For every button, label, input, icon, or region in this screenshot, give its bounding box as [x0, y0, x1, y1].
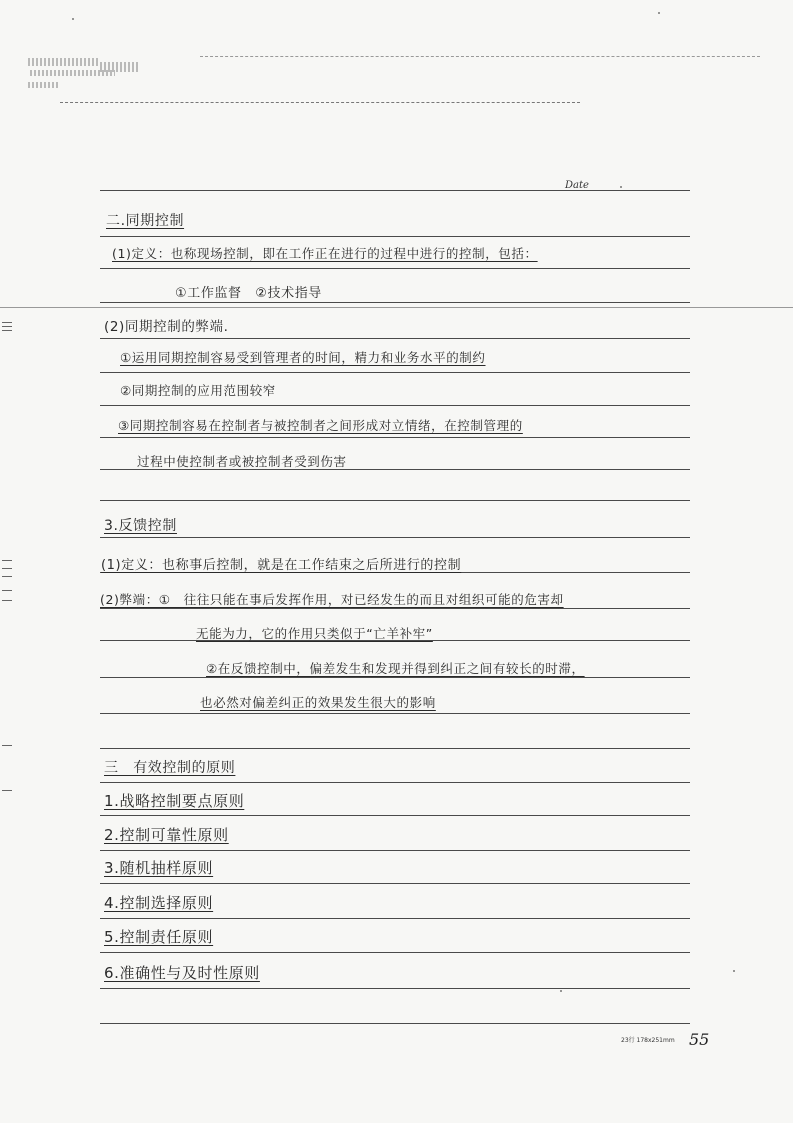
principle-item: 2.控制可靠性原则 [104, 826, 229, 844]
ruled-line [100, 815, 690, 816]
scan-artifact [100, 62, 140, 72]
ruled-line [100, 372, 690, 373]
margin-mark [2, 322, 12, 323]
scan-artifact [28, 82, 58, 88]
note-line: ②在反馈控制中，偏差发生和发现并得到纠正之间有较长的时滞， [206, 661, 585, 676]
ruled-line [100, 537, 690, 538]
note-line: (2)弊端：① 往往只能在事后发挥作用，对已经发生的而且对组织可能的危害却 [100, 592, 564, 607]
note-line: ②同期控制的应用范围较窄 [120, 383, 276, 398]
ruled-line [100, 883, 690, 884]
note-line: 无能为力，它的作用只类似于“亡羊补牢” [196, 626, 433, 641]
ruled-line [100, 952, 690, 953]
ruled-line [100, 988, 690, 989]
ruled-line [100, 236, 690, 237]
ruled-line [100, 268, 690, 269]
ruled-line [100, 405, 690, 406]
note-line: (1)定义：也称现场控制，即在工作正在进行的过程中进行的控制，包括： [112, 246, 538, 261]
scan-speck [72, 18, 74, 20]
ruled-line [100, 1023, 690, 1024]
date-label: Date [565, 180, 589, 191]
ruled-line [100, 850, 690, 851]
scan-speck [620, 186, 622, 188]
note-line: (2)同期控制的弊端. [104, 319, 229, 335]
scan-speck [733, 970, 735, 972]
scan-artifact [28, 58, 98, 66]
margin-mark [2, 326, 12, 327]
ruled-line [100, 748, 690, 749]
section-heading-concurrent-control: 二.同期控制 [106, 213, 185, 229]
principle-item: 3.随机抽样原则 [104, 859, 214, 877]
margin-mark [2, 576, 12, 577]
principle-item: 1.战略控制要点原则 [104, 792, 245, 810]
ruled-line [100, 677, 690, 678]
note-line: ①工作监督 ②技术指导 [175, 286, 322, 301]
scan-speck [560, 990, 562, 992]
ruled-line [100, 338, 690, 339]
margin-mark [2, 745, 12, 746]
section-heading-feedback-control: 3.反馈控制 [104, 518, 177, 534]
paper-spec: 23行 178x251mm [621, 1037, 675, 1044]
page-number: 55 [689, 1030, 710, 1049]
note-line: (1)定义：也称事后控制，就是在工作结束之后所进行的控制 [101, 558, 462, 573]
principle-item: 5.控制责任原则 [104, 928, 214, 946]
margin-mark [2, 560, 12, 561]
principle-item: 6.准确性与及时性原则 [104, 964, 260, 982]
scan-line [60, 102, 580, 103]
note-line: ③同期控制容易在控制者与被控制者之间形成对立情绪，在控制管理的 [118, 418, 523, 433]
ruled-line [100, 918, 690, 919]
scan-line [200, 56, 760, 57]
margin-mark [2, 330, 12, 331]
principle-item: 4.控制选择原则 [104, 894, 214, 912]
scan-speck [658, 12, 660, 14]
ruled-line [100, 500, 690, 501]
note-line: 也必然对偏差纠正的效果发生很大的影响 [200, 695, 436, 710]
ruled-line [100, 437, 690, 438]
margin-mark [2, 590, 12, 591]
note-line: 过程中使控制者或被控制者受到伤害 [137, 454, 347, 469]
ruled-line [100, 608, 690, 609]
ruled-line [100, 190, 690, 191]
ruled-line [100, 302, 690, 303]
note-line: ①运用同期控制容易受到管理者的时间，精力和业务水平的制约 [120, 350, 486, 365]
ruled-line [100, 782, 690, 783]
section-heading-effective-control: 三 有效控制的原则 [104, 760, 236, 776]
margin-mark [2, 568, 12, 569]
margin-mark [2, 600, 12, 601]
margin-mark [2, 790, 12, 791]
page-fold-line [0, 307, 793, 308]
ruled-line [100, 713, 690, 714]
